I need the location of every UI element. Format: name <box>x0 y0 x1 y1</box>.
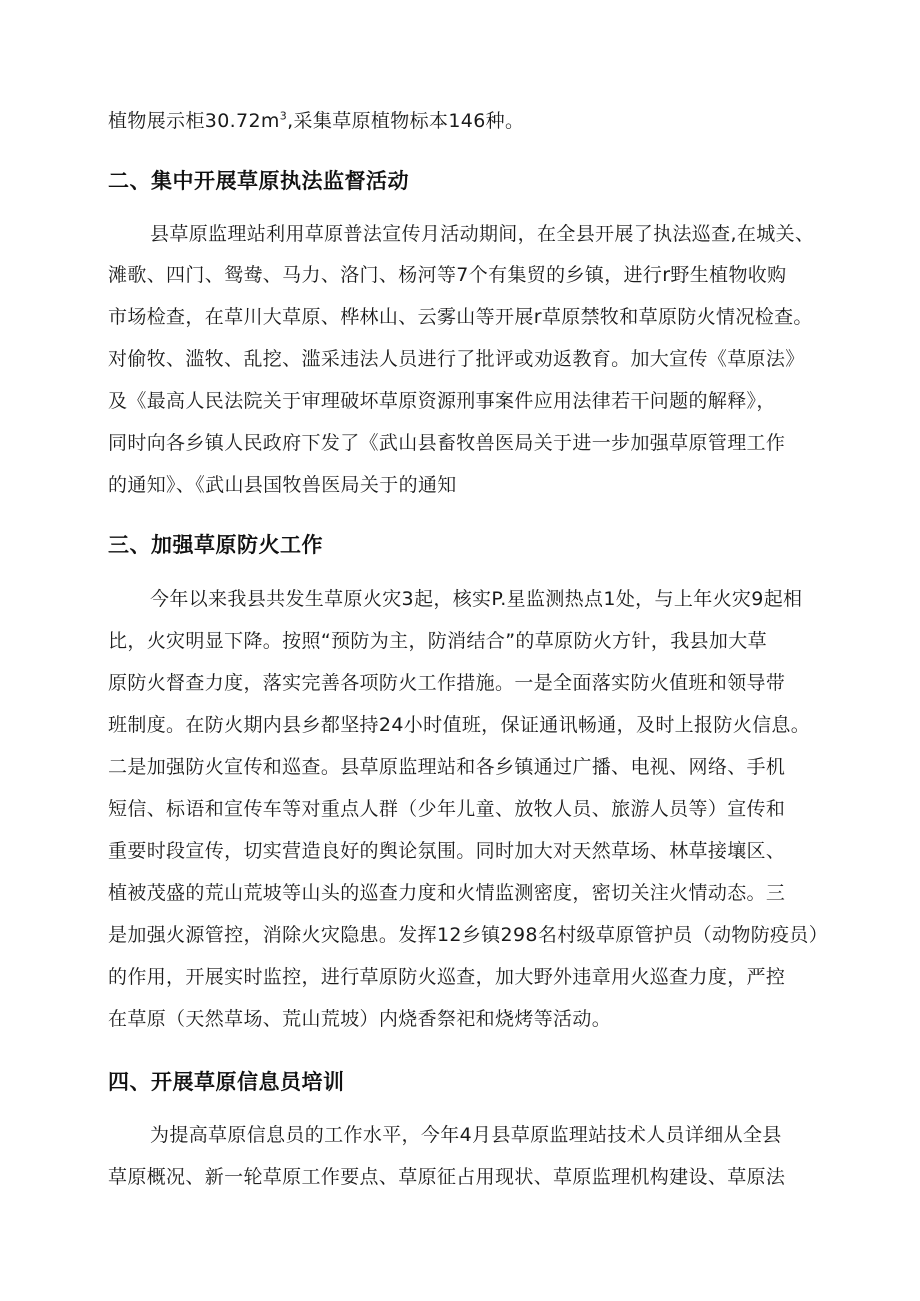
section-3-line-10: 的作用，开展实时监控，进行草原防火巡查，加大野外违章用火巡查力度，严控 <box>108 966 786 988</box>
section-2-line-1: 县草原监理站利用草原普法宣传月活动期间，在全县开展了执法巡查,在城关、 <box>150 223 815 245</box>
section-4-line-1: 为提高草原信息员的工作水平，今年4月县草原监理站技术人员详细从全县 <box>150 1124 782 1146</box>
section-3-line-11: 在草原（天然草场、荒山荒坡）内烧香祭祀和烧烤等活动。 <box>108 1008 612 1030</box>
section-3-line-4: 班制度。在防火期内县乡都坚持24小时值班，保证通讯畅通，及时上报防火信息。 <box>108 714 811 736</box>
section-4-line-2: 草原概况、新一轮草原工作要点、草原征占用现状、草原监理机构建设、草原法 <box>108 1166 786 1188</box>
section-2-line-4: 对偷牧、滥牧、乱挖、滥采违法人员进行了批评或劝返教育。加大宣传《草原法》 <box>108 348 805 370</box>
intro-line <box>108 107 828 135</box>
section-2-line-7: 的通知》、《武山县国牧兽医局关于的通知 <box>108 474 457 496</box>
section-2-line-3: 市场检查，在草川大草原、桦林山、云雾山等开展r草原禁牧和草原防火情况检查。 <box>108 306 813 328</box>
intro-text-b: ,采集草原植物标本146种。 <box>287 110 525 132</box>
intro-text-a: 植物展示柜30.72m <box>108 110 280 132</box>
section-3-line-1: 今年以来我县共发生草原火灾3起，核实P.星监测热点1处，与上年火灾9起相 <box>150 588 803 610</box>
section-3-line-7: 重要时段宣传，切实营造良好的舆论氛围。同时加大对天然草场、林草接壤区、 <box>108 840 786 862</box>
section-2-line-5: 及《最高人民法院关于审理破坏草原资源刑事案件应用法律若干问题的解释》， <box>108 390 776 412</box>
section-2-line-2: 滩歌、四门、鸳鸯、马力、洛门、杨河等7个有集贸的乡镇，进行r野生植物收购 <box>108 264 787 286</box>
intro-superscript: 3 <box>279 109 288 123</box>
section-3-line-2: 比，火灾明显下降。按照“预防为主，防消结合”的草原防火方针，我县加大草 <box>108 630 767 652</box>
section-3-line-6: 短信、标语和宣传车等对重点人群（少年儿童、放牧人员、旅游人员等）宣传和 <box>108 798 786 820</box>
section-heading-2: 二、集中开展草原执法监督活动 <box>108 169 409 193</box>
section-3-line-9: 是加强火源管控，消除火灾隐患。发挥12乡镇298名村级草原管护员（动物防疫员） <box>108 924 828 946</box>
section-2-line-6: 同时向各乡镇人民政府下发了《武山县畜牧兽医局关于进一步加强草原管理工作 <box>108 432 786 454</box>
section-3-line-8: 植被茂盛的荒山荒坡等山头的巡查力度和火情监测密度，密切关注火情动态。三 <box>108 882 786 904</box>
section-heading-4: 四、开展草原信息员培训 <box>108 1070 345 1094</box>
section-3-line-3: 原防火督查力度，落实完善各项防火工作措施。一是全面落实防火值班和领导带 <box>108 672 786 694</box>
section-heading-3: 三、加强草原防火工作 <box>108 533 323 557</box>
section-3-line-5: 二是加强防火宣传和巡查。县草原监理站和各乡镇通过广播、电视、网络、手机 <box>108 756 786 778</box>
